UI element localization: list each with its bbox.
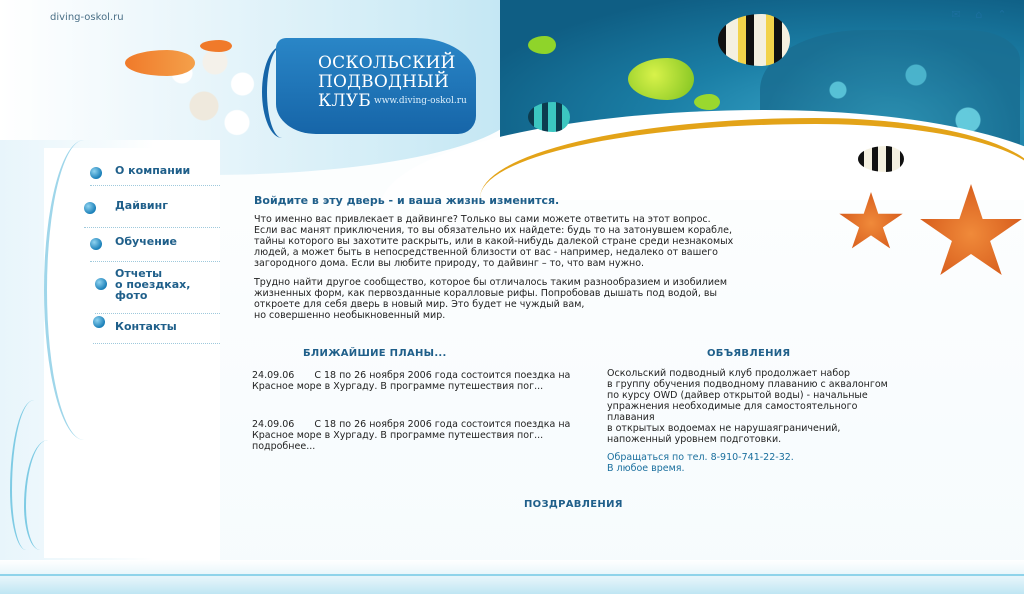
news-text: С 18 по 26 ноября 2006 года состоится поездка на Красное море в Хургаду. В программе путешествия пог... bbox=[252, 419, 571, 441]
news-date: 24.09.06 bbox=[252, 419, 295, 430]
logo-title-line1: ОСКОЛЬСКИЙ bbox=[318, 53, 456, 73]
sidebar-item-diving[interactable] bbox=[84, 200, 220, 228]
ads-contact: Обращаться по тел. 8-910-741-22-32. В любое время. bbox=[607, 452, 794, 474]
greetings-title[interactable]: ПОЗДРАВЛЕНИЯ bbox=[524, 499, 623, 510]
bottom-line bbox=[0, 574, 1024, 576]
sidebar-item-label: Обучение bbox=[115, 235, 177, 248]
reefs-paragraph: Трудно найти другое сообщество, которое бы отличалось таким разнообразием и изобилием жизненных форм, как первозданные коралловые рифы. Попробовав дышать под водой, вы откроете для себя дверь в новый мир. Это будет не чуждый вам, но совершенно необыкновенный мир. bbox=[254, 277, 728, 321]
sidebar-item-company[interactable] bbox=[90, 165, 220, 186]
news-text: С 18 по 26 ноября 2006 года состоится поездка на Красное море в Хургаду. В программе путешествия пог... bbox=[252, 370, 571, 392]
intro-paragraph: Что именно вас привлекает в дайвинге? Только вы сами можете ответить на этот вопрос. Если вас манят приключения, то вы обязательно их найдете: будь то на затонувшем корабле, тайны которого вы захотите раскрыть, или в какой-нибудь далекой стране среди незнакомых людей, а может быть в непосредственной близости от вас - например, недалеко от вашего загородного дома. Если вы любите природу, то дайвинг – то, что вам нужно. bbox=[254, 214, 734, 269]
starfish-small-image bbox=[838, 192, 904, 254]
plans-title[interactable]: БЛИЖАЙШИЕ ПЛАНЫ... bbox=[303, 348, 447, 359]
sidebar-item-label: Контакты bbox=[115, 320, 177, 333]
sidebar-item-training[interactable] bbox=[90, 236, 220, 262]
up-icon[interactable]: ⌃ bbox=[997, 8, 1007, 21]
ads-text: Оскольский подводный клуб продолжает набор в группу обучения подводному плаванию с аквалонгом по курсу OWD (дайвер открытой воды) - начальные упражнения необходимые для самостоятельного плавания в открытых водоемах не нарушаяграничений, напоженный уровнем подготовки. bbox=[607, 368, 888, 445]
ads-title[interactable]: ОБЪЯВЛЕНИЯ bbox=[707, 348, 791, 359]
logo-url: www.diving-oskol.ru bbox=[374, 96, 467, 106]
sidebar-item-label: Отчеты о поездках, фото bbox=[115, 267, 191, 302]
news-item[interactable] bbox=[252, 370, 572, 392]
bubble-icon bbox=[95, 278, 107, 290]
bubble-icon bbox=[90, 238, 102, 250]
site-url: diving-oskol.ru bbox=[50, 12, 124, 23]
logo-title-line2: ПОДВОДНЫЙ КЛУБ bbox=[318, 72, 450, 111]
mail-icon[interactable]: ✉ bbox=[951, 8, 961, 21]
small-green-fish-image bbox=[528, 36, 556, 54]
sidebar-item-reports[interactable] bbox=[95, 268, 220, 314]
bubble-icon bbox=[90, 167, 102, 179]
news-date: 24.09.06 bbox=[252, 370, 295, 381]
striped-fish-small-image bbox=[858, 146, 904, 172]
bubble-icon bbox=[93, 316, 105, 328]
small-orange-fish-image bbox=[200, 40, 232, 52]
sidebar-item-label: Дайвинг bbox=[115, 199, 168, 212]
sidebar-item-contacts[interactable] bbox=[93, 316, 220, 344]
home-icon[interactable]: ⌂ bbox=[975, 8, 983, 21]
more-link[interactable]: подробнее... bbox=[252, 441, 316, 452]
teal-fish-image bbox=[528, 102, 570, 132]
news-item[interactable] bbox=[252, 419, 572, 452]
bottom-band bbox=[0, 560, 1024, 594]
sidebar-item-label: О компании bbox=[115, 164, 191, 177]
bubble-icon bbox=[84, 202, 96, 214]
logo[interactable] bbox=[262, 38, 476, 138]
top-icons bbox=[950, 9, 1008, 21]
green-fish-small-image bbox=[694, 94, 720, 110]
page-title: Войдите в эту дверь - и ваша жизнь изменится. bbox=[254, 194, 560, 207]
